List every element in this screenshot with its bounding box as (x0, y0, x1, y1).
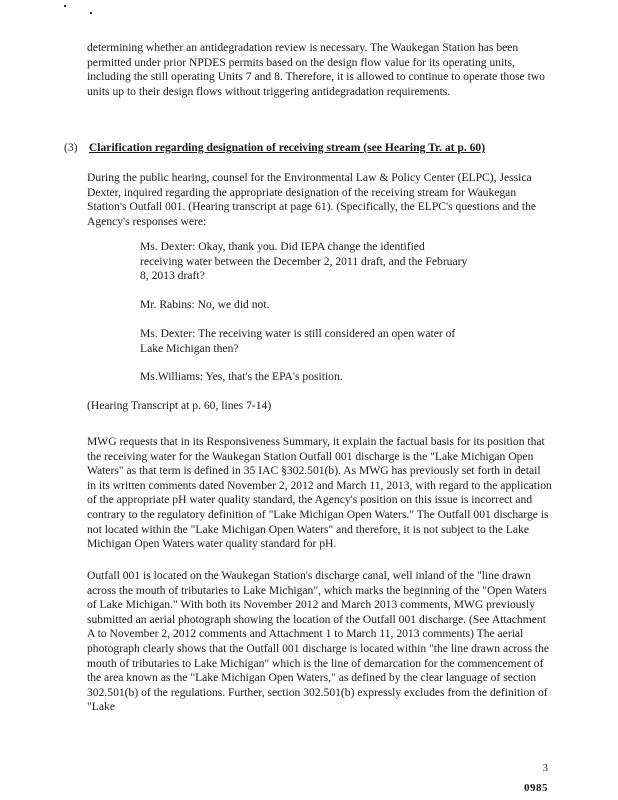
paragraph-antidegradation: determining whether an antidegradation review is necessary. The Waukegan Station has been permitted under prior NPDES permits based on the design flow value for its operating units, including the still operating Units 7 and 8. Therefore, it is allowed to continue to operate those two units up to their design flows without triggering antidegradation requirements. (87, 41, 545, 98)
quote-rabins: Mr. Rabins: No, we did not. (140, 298, 270, 311)
paragraph-outfall: Outfall 001 is located on the Waukegan Station's discharge canal, well inland of the "line drawn across the mouth of tributaries to Lake Michigan", which marks the beginning of the "Open Waters of Lake Michigan." With both its November 2012 and March 2013 comments, MWG previously submitted an aerial photograph showing the location of the Outfall 001 discharge. (See Attachment A to November 2, 2012 comments and Attachment 1 to March 11, 2013 comments) The aerial photograph clearly shows that the Outfall 001 discharge is located within "the line drawn across the mouth of tributaries to Lake Michigan" which is the line of demarcation for the commencement of the area known as the "Lake Michigan Open Waters," as defined by the clear language of section 302.501(b) of the regulations. Further, section 302.501(b) expressly excludes from the definition of "Lake (87, 569, 550, 714)
scan-speck (90, 12, 92, 14)
citation: (Hearing Transcript at p. 60, lines 7-14) (87, 399, 272, 412)
section-heading (64, 141, 564, 156)
section-number: (3) (64, 141, 78, 154)
quote-dexter-1: Ms. Dexter: Okay, thank you. Did IEPA change the identified receiving water between the December 2, 2011 draft, and the February 8, 2013 draft? (140, 240, 468, 283)
bates-stamp: 0985 (524, 782, 548, 794)
quote-dexter-2: Ms. Dexter: The receiving water is still considered an open water of Lake Michigan then? (140, 327, 456, 355)
page-number: 3 (542, 762, 548, 774)
paragraph-hearing: During the public hearing, counsel for the Environmental Law & Policy Center (ELPC), Jessica Dexter, inquired regarding the appropriate designation of the receiving stream for Waukegan Station's Outfall 001. (Hearing transcript at page 61). (Specifically, the ELPC's questions and the Agency's responses were: (87, 171, 537, 228)
section-title: Clarification regarding designation of receiving stream (see Hearing Tr. at p. 60) (88, 141, 486, 154)
paragraph-mwg-request: MWG requests that in its Responsiveness Summary, it explain the factual basis for its position that the receiving water for the Waukegan Station Outfall 001 discharge is the "Lake Michigan Open Waters" as that term is defined in 35 IAC §302.501(b). As MWG has previously set forth in detail in its written comments dated November 2, 2012 and March 11, 2013, with regard to the application of the appropriate pH water quality standard, the Agency's position on this issue is incorrect and contrary to the regulatory definition of "Lake Michigan Open Waters." The Outfall 001 discharge is not located within the "Lake Michigan Open Waters" and therefore, it is not subject to the Lake Michigan Open Waters water quality standard for pH. (87, 435, 552, 551)
quote-williams: Ms.Williams: Yes, that's the EPA's position. (140, 370, 343, 383)
scan-speck (64, 5, 66, 7)
